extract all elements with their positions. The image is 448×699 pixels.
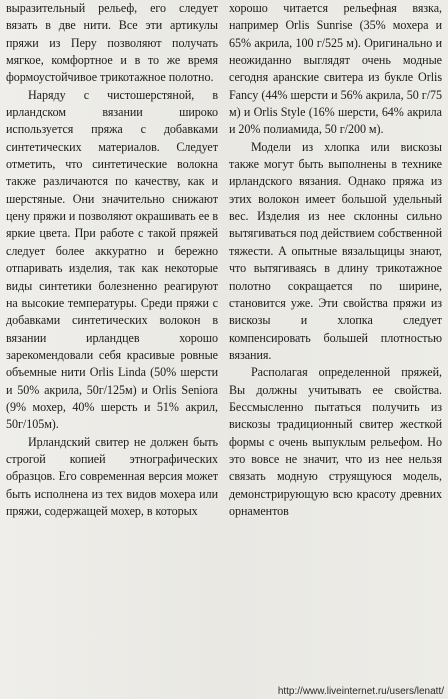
paragraph-synthetic-yarn: Наряду с чистошерстяной, в ирландском вязании широко используется пряжа с добавками синтетических материалов. Следует отметить, что синтетические волокна также различаются по качеству, как и шерстяные. Они значительно снижают цену пряжи и позволяют окрашивать ее в яркие цвета. При работе с такой пряжей следует более аккуратно и бережно отпаривать изделия, так как некоторые виды синтетики болезненно реагируют на высокие температуры. Среди пряжи с добавками синтетических волокон в вязании ирландцев хорошо зарекомендовали себя красивые ровные объемные нити Orlis Linda (50% шерсти и 50% акрила, 50г/125м) и Orlis Seniora (9% мохер, 40% шерсть и 51% акрил, 50г/105м). [6, 87, 218, 432]
paragraph-mohair-boucle: хорошо читается рельефная вязка, например Orlis Sunrise (35% мохера и 65% акрила, 100 г/525 м). Оригинально и неожиданно выглядят очень модные сегодня аранские свитера из букле Orlis Fancy (44% шерсти и 56% акрила, 50 г/75 м) и Orlis Style (16% шерсти, 64% акрила и 20% полиамида, 50 г/200 м). [229, 1, 442, 137]
watermark-url: http://www.liveinternet.ru/users/lenatt/ [277, 686, 444, 697]
right-text-column [229, 0, 442, 520]
paragraph-yarn-properties: Располагая определенной пряжей, Вы должны учитывать ее свойства. Бессмысленно пытаться получить из вискозы традиционный свитер жесткой формы с очень выпуклым рельефом. Но это вовсе не значит, что из нее нельзя связать модную струящуюся модель, демонстрирующую всю красоту древних орнаментов [229, 365, 442, 518]
paragraph-yarn-peru-end: выразительный рельеф, его следует вязать в две нити. Все эти артикулы пряжи из Перу позволяют получать мягкое, комфортное и в то же время формоустойчивое трикотажное полотно. [6, 1, 218, 85]
paragraph-cotton-viscose: Модели из хлопка или вискозы также могут быть выполнены в технике ирландского вязания. Однако пряжа из этих волокон имеет большой удельный вес. Изделия из нее склонны сильно вытягиваться под действием собственной тяжести. А опытные вязальщицы знают, что вытягиваясь в длину трикотажное полотно сокращается по ширине, становится уже. Эти свойства пряжи из вискозы и хлопка следует компенсировать большей плотностью вязания. [229, 139, 442, 362]
paragraph-irish-sweater: Ирландский свитер не должен быть строгой копией этнографических образцов. Его современная версия может быть исполнена из тех видов мохера или пряжи, содержащей мохер, в которых [6, 434, 218, 518]
left-text-column [6, 0, 218, 520]
